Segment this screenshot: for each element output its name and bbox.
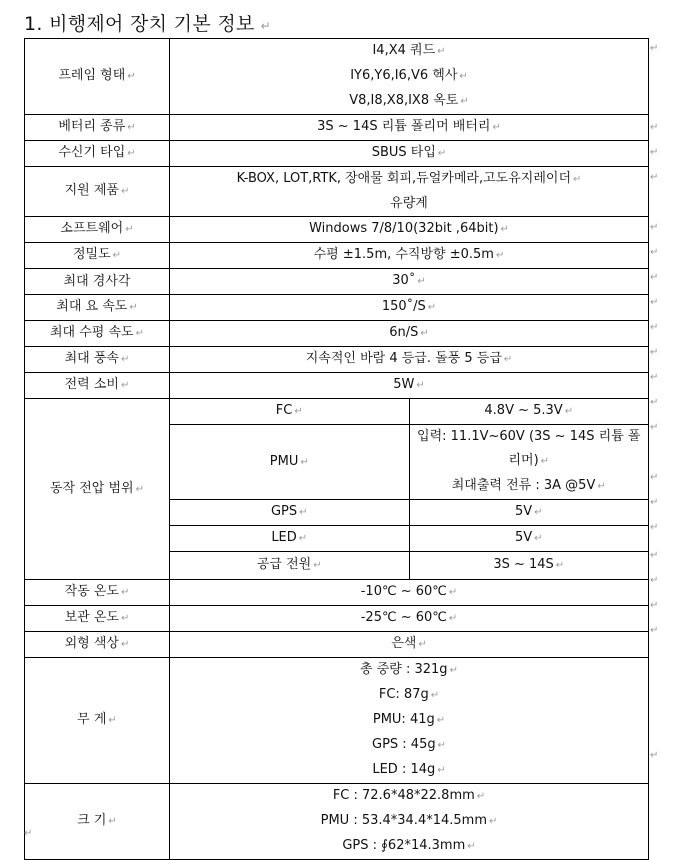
row-value-weight: 총 중량 : 321g ↵ FC: 87g ↵ PMU: 41g ↵ GPS : 45g ↵ LED : 14g ↵	[170, 658, 649, 784]
table-row	[25, 217, 649, 243]
row-label-frame: 프레임 형태 ↵	[25, 39, 170, 115]
sub-label-gps: GPS ↵	[170, 500, 410, 526]
table-row	[25, 295, 649, 321]
table-row	[25, 321, 649, 347]
table-row	[25, 243, 649, 269]
row-value-power: 5W ↵	[170, 373, 649, 399]
row-value-yaw: 150˚/S ↵	[170, 295, 649, 321]
section-heading	[24, 9, 271, 36]
row-value-software: Windows 7/8/10(32bit ,64bit) ↵	[170, 217, 649, 243]
paragraph-mark-icon: ↵	[650, 122, 659, 133]
row-label-receiver: 수신기 타입 ↵	[25, 141, 170, 167]
row-label-power: 전력 소비 ↵	[25, 373, 170, 399]
row-label-wind: 최대 풍속 ↵	[25, 347, 170, 373]
row-label-battery: 베터리 종류 ↵	[25, 115, 170, 141]
table-row	[25, 269, 649, 295]
paragraph-mark-icon: ↵	[650, 322, 659, 333]
sub-value-fc: 4.8V ~ 5.3V ↵	[409, 399, 649, 425]
paragraph-mark-icon: ↵	[24, 828, 33, 839]
paragraph-mark-icon: ↵	[650, 147, 659, 158]
row-label-hspeed: 최대 수평 속도 ↵	[25, 321, 170, 347]
sub-label-led: LED ↵	[170, 526, 410, 552]
row-value-tilt: 30˚ ↵	[170, 269, 649, 295]
paragraph-mark-icon: ↵	[650, 247, 659, 258]
row-label-weight: 무 게 ↵	[25, 658, 170, 784]
table-row	[25, 784, 649, 860]
paragraph-mark-icon: ↵	[650, 372, 659, 383]
table-row	[25, 632, 649, 658]
table-row	[25, 399, 649, 425]
row-label-sttemp: 보관 온도 ↵	[25, 606, 170, 632]
row-label-size: 크 기 ↵	[25, 784, 170, 860]
paragraph-mark-icon: ↵	[650, 600, 659, 611]
table-row	[25, 658, 649, 784]
sub-value-supply: 3S ~ 14S ↵	[409, 552, 649, 580]
sub-label-pmu: PMU ↵	[170, 425, 410, 500]
row-value-products: K-BOX, LOT,RTK, 장애물 회피,듀얼카메라,고도유지레이더 ↵ 유량계	[170, 167, 649, 217]
row-label-optemp: 작동 온도 ↵	[25, 580, 170, 606]
row-value-hspeed: 6n/S ↵	[170, 321, 649, 347]
heading-text: 1. 비행제어 장치 기본 정보	[24, 13, 255, 35]
sub-label-supply: 공급 전원 ↵	[170, 552, 410, 580]
paragraph-mark-icon: ↵	[650, 347, 659, 358]
paragraph-mark-icon: ↵	[650, 222, 659, 233]
paragraph-mark-icon: ↵	[650, 625, 659, 636]
paragraph-mark-icon: ↵	[650, 472, 659, 483]
table-row	[25, 141, 649, 167]
spec-table	[24, 38, 649, 860]
table-row	[25, 39, 649, 115]
paragraph-mark-icon: ↵	[650, 272, 659, 283]
row-label-products: 지원 제품 ↵	[25, 167, 170, 217]
table-row	[25, 373, 649, 399]
row-value-receiver: SBUS 타입 ↵	[170, 141, 649, 167]
row-value-optemp: -10℃ ~ 60℃ ↵	[170, 580, 649, 606]
row-value-wind: 지속적인 바람 4 등급. 돌풍 5 등급 ↵	[170, 347, 649, 373]
paragraph-mark-icon: ↵	[650, 550, 659, 561]
row-label-color: 외형 색상 ↵	[25, 632, 170, 658]
paragraph-mark-icon: ↵	[650, 422, 659, 433]
paragraph-mark-icon: ↵	[650, 497, 659, 508]
table-row	[25, 606, 649, 632]
paragraph-mark-icon: ↵	[650, 522, 659, 533]
paragraph-mark-icon: ↵	[650, 297, 659, 308]
paragraph-mark-icon: ↵	[650, 172, 659, 183]
row-label-voltage: 동작 전압 범위 ↵	[25, 399, 170, 580]
sub-value-pmu: 입력: 11.1V~60V (3S ~ 14S 리튬 폴리머) ↵ 최대출력 전류 : 3A @5V ↵	[409, 425, 649, 500]
table-row	[25, 115, 649, 141]
row-value-size: FC : 72.6*48*22.8mm ↵ PMU : 53.4*34.4*14.5mm ↵ GPS : ∮62*14.3mm ↵	[170, 784, 649, 860]
row-label-yaw: 최대 요 속도 ↵	[25, 295, 170, 321]
sub-label-fc: FC ↵	[170, 399, 410, 425]
table-row	[25, 580, 649, 606]
paragraph-mark-icon: ↵	[260, 19, 271, 33]
row-label-software: 소프트웨어 ↵	[25, 217, 170, 243]
row-value-sttemp: -25℃ ~ 60℃ ↵	[170, 606, 649, 632]
row-value-color: 은색 ↵	[170, 632, 649, 658]
paragraph-mark-icon: ↵	[650, 397, 659, 408]
sub-value-led: 5V ↵	[409, 526, 649, 552]
row-value-battery: 3S ~ 14S 리튬 폴리머 배터리 ↵	[170, 115, 649, 141]
table-row	[25, 167, 649, 217]
paragraph-mark-icon: ↵	[650, 750, 659, 761]
row-label-precision: 정밀도 ↵	[25, 243, 170, 269]
sub-value-gps: 5V ↵	[409, 500, 649, 526]
paragraph-mark-icon: ↵	[650, 43, 659, 54]
row-value-precision: 수평 ±1.5m, 수직방향 ±0.5m ↵	[170, 243, 649, 269]
paragraph-mark-icon: ↵	[650, 575, 659, 586]
row-label-tilt: 최대 경사각	[25, 269, 170, 295]
table-row	[25, 347, 649, 373]
row-value-frame: I4,X4 쿼드 ↵ IY6,Y6,I6,V6 헥사 ↵ V8,I8,X8,IX8 옥토 ↵	[170, 39, 649, 115]
